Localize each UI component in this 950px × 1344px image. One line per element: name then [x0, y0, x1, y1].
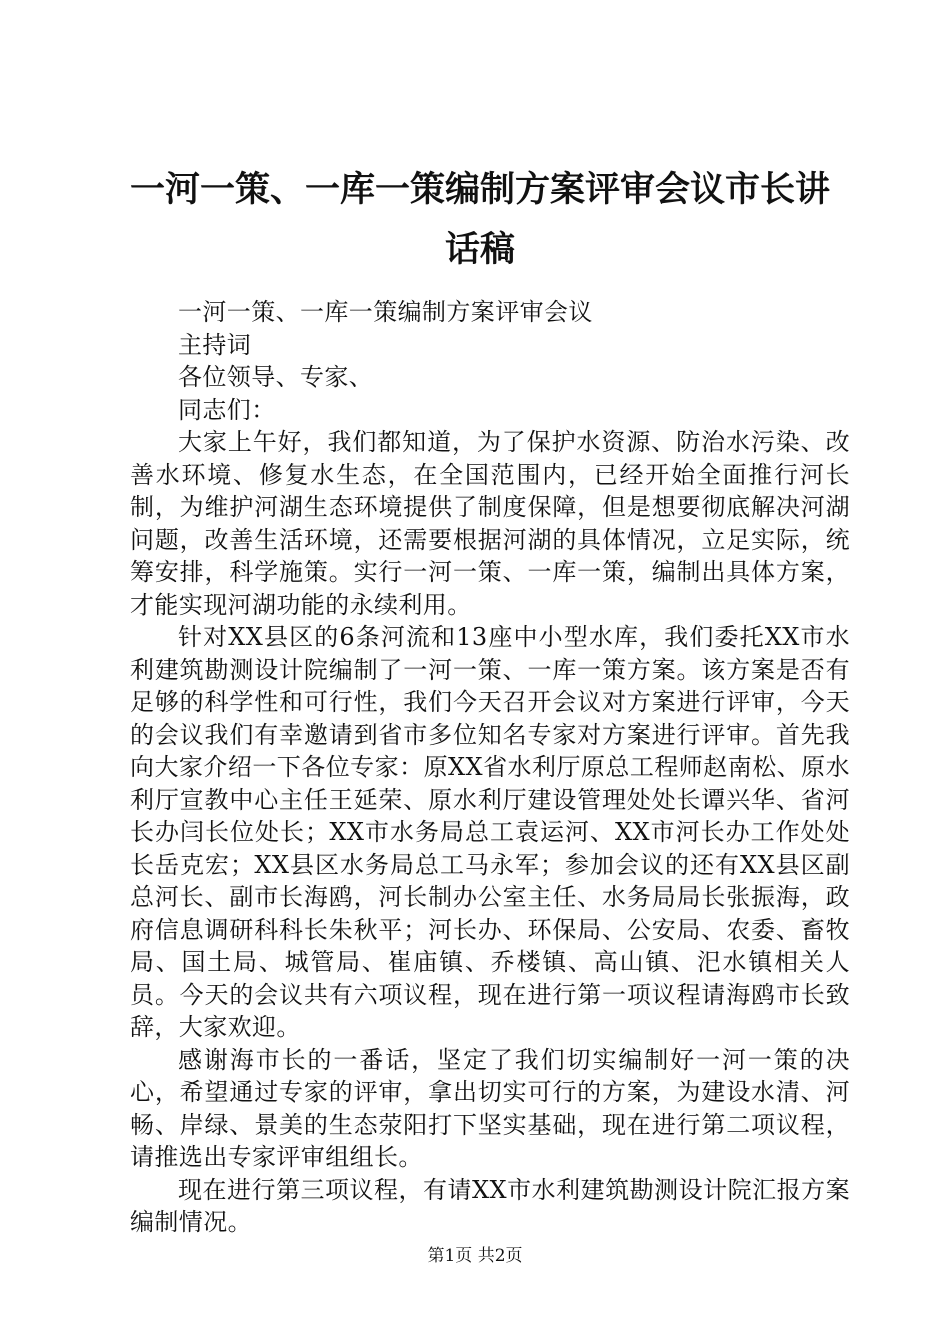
- page-number-footer: 第1页 共2页: [427, 1246, 523, 1266]
- paragraph-thanks: 感谢海市长的一番话，坚定了我们切实编制好一河一策的决心，希望通过专家的评审，拿出切实可行的方案，为建设水清、河畅、岸绿、景美的生态荥阳打下坚实基础，现在进行第二项议程，请推选出专家评审组组长。: [130, 1045, 850, 1171]
- paragraph-salutation-comrades: 同志们：: [178, 395, 276, 424]
- paragraph-opening: 大家上午好，我们都知道，为了保护水资源、防治水污染、改善水环境、修复水生态，在全国范围内，已经开始全面推行河长制，为维护河湖生态环境提供了制度保障，但是想要彻底解决河湖问题，改善生活环境，还需要根据河湖的具体情况，立足实际，统筹安排，科学施策。实行一河一策、一库一策，编制出具体方案，才能实现河湖功能的永续利用。: [130, 428, 850, 619]
- paragraph-host-script: 主持词: [178, 330, 252, 359]
- paragraph-third-agenda: 现在进行第三项议程，有请XX市水利建筑勘测设计院汇报方案编制情况。: [130, 1175, 850, 1236]
- document-title: 一河一策、一库一策编制方案评审会议市长讲话稿: [129, 170, 830, 270]
- paragraph-salutation-leaders: 各位领导、专家、: [178, 363, 374, 391]
- document-body: [130, 296, 850, 1239]
- paragraph-experts-introduction: 针对XX县区的6条河流和13座中小型水库，我们委托XX市水利建筑勘测设计院编制了一河一策、一库一策方案。该方案是否有足够的科学性和可行性，我们今天召开会议对方案进行评审，今天的会议我们有幸邀请到省市多位知名专家对方案进行评审。首先我向大家介绍一下各位专家：原XX省水利厅原总工程师赵南松、原水利厅宣教中心主任王延荣、原水利厅建设管理处处长谭兴华、省河长办闫长位处长；XX市水务局总工袁运河、XX市河长办工作处处长岳克宏；XX县区水务局总工马永军；参加会议的还有XX县区副总河长、副市长海鸥，河长制办公室主任、水务局局长张振海，政府信息调研科科长朱秋平；河长办、环保局、公安局、农委、畜牧局、国土局、城管局、崔庙镇、乔楼镇、高山镇、汜水镇相关人员。今天的会议共有六项议程，现在进行第一项议程请海鸥市长致辞，大家欢迎。: [130, 623, 850, 1041]
- paragraph-meeting-name: 一河一策、一库一策编制方案评审会议: [178, 298, 593, 326]
